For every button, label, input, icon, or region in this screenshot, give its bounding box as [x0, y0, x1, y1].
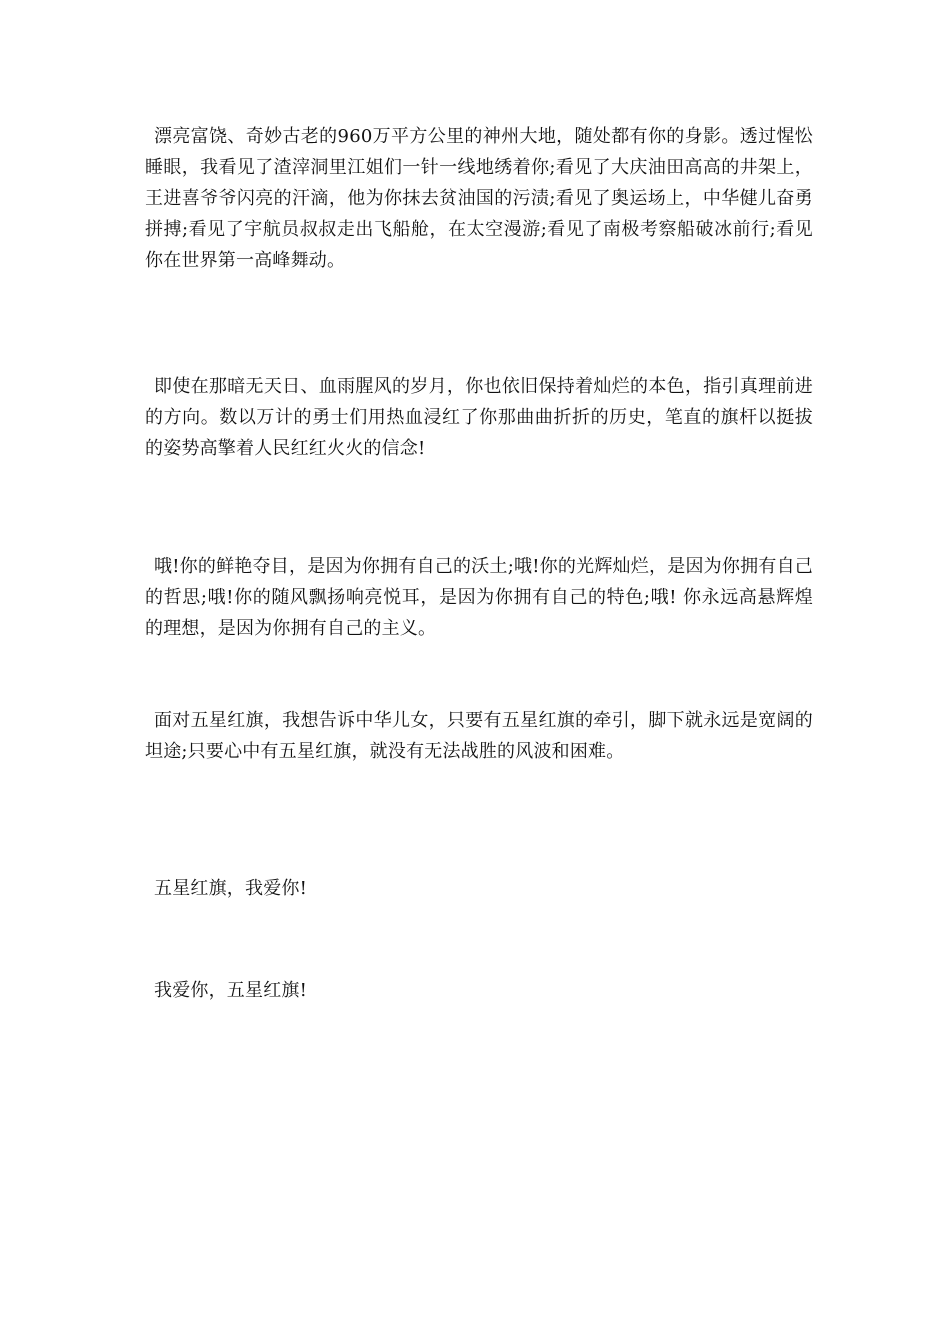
paragraph-4: 面对五星红旗，我想告诉中华儿女，只要有五星红旗的牵引，脚下就永远是宽阔的坦途;只要心中有五星红旗，就没有无法战胜的风波和困难。: [145, 710, 813, 762]
paragraph-2: 即使在那暗无天日、血雨腥风的岁月，你也依旧保持着灿烂的本色，指引真理前进的方向。数以万计的勇士们用热血浸红了你那曲曲折折的历史，笔直的旗杆以挺拔的姿势高擎着人民红红火火的信念!: [145, 376, 813, 459]
paragraph-3: 哦!你的鲜艳夺目，是因为你拥有自己的沃土;哦!你的光辉灿烂，是因为你拥有自己的哲思;哦!你的随风飘扬响亮悦耳，是因为你拥有自己的特色;哦! 你永远高悬辉煌的理想，是因为你拥有自己的主义。: [145, 556, 813, 639]
paragraph-1: 漂亮富饶、奇妙古老的960万平方公里的神州大地，随处都有你的身影。透过惺忪睡眼，我看见了渣滓洞里江姐们一针一线地绣着你;看见了大庆油田高高的井架上，王进喜爷爷闪亮的汗滴，他为你抹去贫油国的污渍;看见了奥运场上，中华健儿奋勇拼搏;看见了宇航员叔叔走出飞船舱，在太空漫游;看见了南极考察船破冰前行;看见你在世界第一高峰舞动。: [145, 126, 813, 271]
paragraph-5: 五星红旗，我爱你!: [154, 878, 308, 899]
paragraph-6: 我爱你，五星红旗!: [154, 980, 308, 1001]
